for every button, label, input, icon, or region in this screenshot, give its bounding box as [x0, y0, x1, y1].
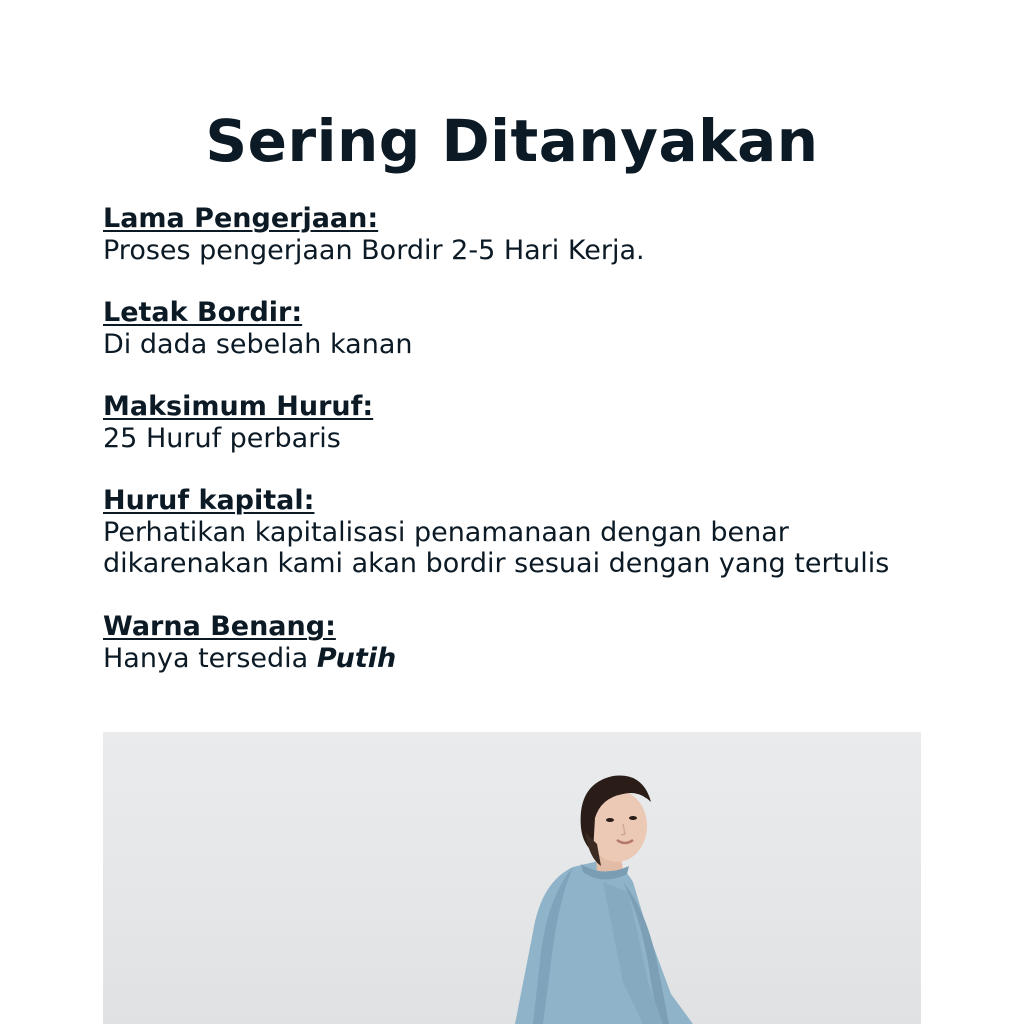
product-photo — [103, 732, 921, 1024]
faq-item-letak-bordir — [103, 297, 943, 360]
faq-question: Lama Pengerjaan: — [103, 203, 379, 234]
faq-answer-text: Hanya tersedia — [103, 643, 317, 674]
faq-answer: Di dada sebelah kanan — [103, 329, 413, 360]
faq-question: Warna Benang: — [103, 611, 336, 642]
faq-question: Maksimum Huruf: — [103, 391, 374, 422]
faq-answer-emphasis: Putih — [316, 643, 397, 674]
faq-answer: 25 Huruf perbaris — [103, 423, 341, 454]
faq-question: Letak Bordir: — [103, 297, 303, 328]
faq-item-huruf-kapital — [103, 485, 943, 579]
faq-answer: Proses pengerjaan Bordir 2-5 Hari Kerja. — [103, 235, 645, 266]
faq-question: Huruf kapital: — [103, 485, 315, 516]
faq-answer — [103, 643, 943, 674]
faq-item-warna-benang — [103, 611, 943, 674]
model-photo-illustration — [103, 732, 921, 1024]
faq-answer: Perhatikan kapitalisasi penamanaan dengan benar dikarenakan kami akan bordir sesuai dengan yang tertulis — [103, 517, 890, 579]
faq-item-maksimum-huruf — [103, 391, 943, 454]
page-title: Sering Ditanyakan — [205, 106, 819, 175]
faq-item-lama-pengerjaan — [103, 203, 943, 266]
